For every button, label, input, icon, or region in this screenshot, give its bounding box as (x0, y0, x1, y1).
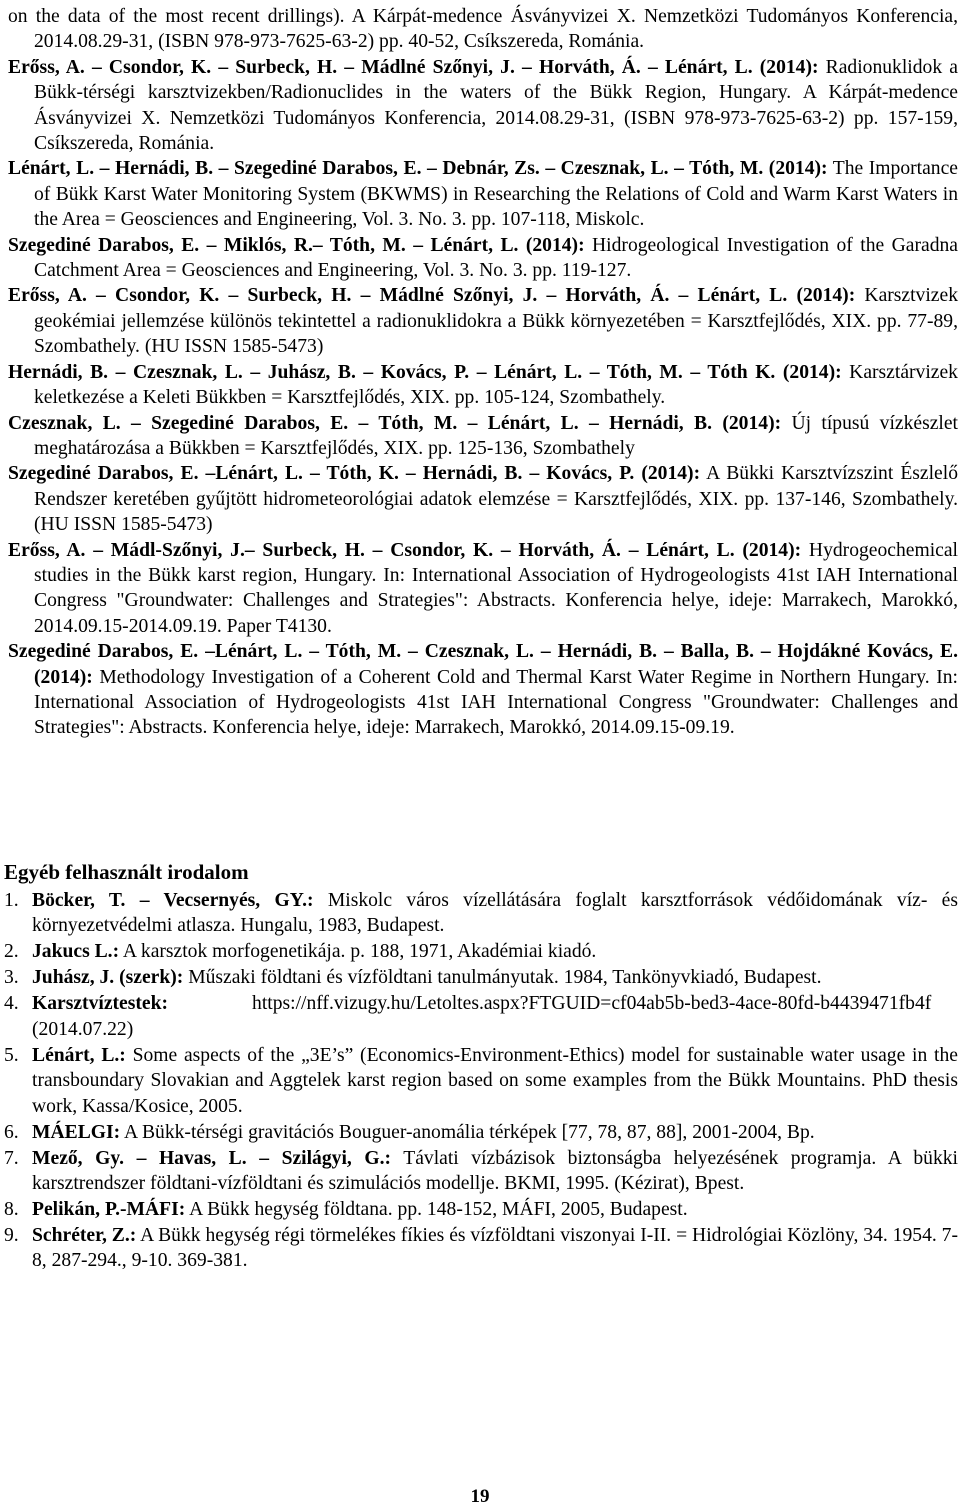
reference-entry (8, 360, 958, 411)
item-details: Miskolc város vízellátására foglalt karsztforrások védőidomának víz- és környezetvédelmi atlasza. Hungalu, 1983, Budapest. (32, 890, 959, 937)
item-authors: Lénárt, L.: (32, 1044, 126, 1066)
list-item (4, 1043, 958, 1119)
reference-details: Karsztvizek geokémiai jellemzése különös tekintettel a radionuklidokra a Bükk környezetében = Karsztfejlődés, XIX. pp. 77-89, Szombathely. (HU ISSN 1585-5473) (34, 285, 958, 358)
reference-authors: Erőss, A. – Csondor, K. – Surbeck, H. – Mádlné Szőnyi, J. – Horváth, Á. – Lénárt, L. (2014): (8, 285, 856, 307)
publication-list (8, 4, 958, 741)
reference-entry (8, 639, 958, 741)
reference-entry (8, 283, 958, 359)
item-url: https://nff.vizugy.hu/Letoltes.aspx?FTGUID=cf04ab5b-bed3-4ace-80fd-b4439471fb4f (2014.07.22) (32, 993, 932, 1040)
item-details: A Bükk hegység régi törmelékes fíkies és vízföldtani viszonyai I-II. = Hidrológiai Közlöny, 34. 1954. 7-8, 287-294., 9-10. 369-381. (32, 1225, 958, 1272)
reference-entry (8, 156, 958, 232)
reference-authors: Erőss, A. – Mádl-Szőnyi, J.– Surbeck, H. – Csondor, K. – Horváth, Á. – Lénárt, L. (2014): (8, 539, 802, 561)
reference-details: on the data of the most recent drillings). A Kárpát-medence Ásványvizei X. Nemzetközi Tudományos Konferencia, 2014.08.29-31, (ISBN 978-973-7625-63-2) pp. 40-52, Csíkszereda, Románia. (8, 6, 958, 53)
item-number: 1. (4, 890, 19, 911)
item-authors: Juhász, J. (szerk): (32, 967, 184, 989)
other-literature-list (4, 888, 958, 1274)
list-item (4, 939, 958, 964)
reference-details: A Bükki Karsztvízszint Észlelő Rendszer keretében gyűjtött hidrometeorológiai adatok elemzése = Karsztfejlődés, XIX. pp. 137-146, Szombathely. (HU ISSN 1585-5473) (34, 463, 958, 536)
list-item (4, 965, 958, 990)
reference-details: Methodology Investigation of a Coherent Cold and Thermal Karst Water Regime in Northern Hungary. In: International Association of Hydrogeologists 41st IAH International Congress "Groundwater: Challenges and Strategies": Abstracts. Konferencia helye, ideje: Marrakech, Marokkó, 2014.09.15-09.19. (34, 666, 958, 739)
reference-authors: Szegediné Darabos, E. – Miklós, R.– Tóth, M. – Lénárt, L. (2014): (8, 234, 585, 256)
item-authors: MÁELGI: (32, 1121, 121, 1143)
reference-authors: Szegediné Darabos, E. –Lénárt, L. – Tóth, M. – Czesznak, L. – Hernádi, B. – Balla, B. – Hojdákné Kovács, E. (2014): (8, 641, 958, 688)
list-item (4, 1223, 958, 1274)
list-item (4, 1146, 958, 1197)
item-details: Távlati vízbázisok biztonságba helyezésének programja. A bükki karsztrendszer földtani-vízföldtani és szimulációs modellje. BKMI, 1995. (Kézirat), Bpest. (32, 1147, 958, 1195)
item-number: 7. (4, 1147, 19, 1169)
list-item (4, 1120, 958, 1145)
reference-details: Karsztárvizek keletkezése a Keleti Bükkben = Karsztfejlődés, XIX. pp. 105-124, Szombathely. (34, 361, 958, 409)
reference-authors: Hernádi, B. – Czesznak, L. – Juhász, B. – Kovács, P. – Lénárt, L. – Tóth, M. – Tóth K. (2014): (8, 361, 842, 383)
reference-details: The Importance of Bükk Karst Water Monitoring System (BKWMS) in Researching the Relations of Cold and Warm Karst Waters in the Area = Geosciences and Engineering, Vol. 3. No. 3. pp. 107-118, Miskolc. (34, 158, 958, 231)
reference-authors: Erőss, A. – Csondor, K. – Surbeck, H. – Mádlné Szőnyi, J. – Horváth, Á. – Lénárt, L. (2014): (8, 56, 819, 78)
item-authors: Böcker, T. – Vecsernyés, GY.: (32, 890, 314, 911)
item-details: A karsztok morfogenetikája. p. 188, 1971, Akadémiai kiadó. (119, 941, 597, 963)
item-authors: Karsztvíztestek: (32, 993, 169, 1015)
reference-details: Radionuklidok a Bükk-térségi karsztvizekben/Radionuclides in the waters of the Bükk Region, Hungary. A Kárpát-medence Ásványvizei X. Nemzetközi Tudományos Konferencia, 2014.08.29-31, (ISBN 978-973-7625-63-2) pp. 157-159, Csíkszereda, Románia. (34, 56, 958, 155)
item-number: 9. (4, 1225, 19, 1247)
item-details: Some aspects of the „3E’s” (Economics-Environment-Ethics) model for sustainable water usage in the transboundary Slovakian and Aggtelek karst region based on some examples from the Bükk Mountains. PhD thesis work, Kassa/Kosice, 2005. (32, 1044, 958, 1117)
item-number: 2. (4, 941, 19, 963)
item-details: A Bükk hegység földtana. pp. 148-152, MÁFI, 2005, Budapest. (185, 1199, 688, 1221)
item-number: 4. (4, 993, 19, 1015)
reference-authors: Czesznak, L. – Szegediné Darabos, E. – Tóth, M. – Lénárt, L. – Hernádi, B. (2014): (8, 412, 782, 434)
list-item (4, 888, 958, 939)
item-authors: Schréter, Z.: (32, 1225, 137, 1247)
reference-entry (8, 538, 958, 640)
item-details: Műszaki földtani és vízföldtani tanulmányutak. 1984, Tankönyvkiadó, Budapest. (183, 967, 822, 989)
reference-authors: Szegediné Darabos, E. –Lénárt, L. – Tóth, K. – Hernádi, B. – Kovács, P. (2014): (8, 463, 701, 485)
reference-entry (8, 55, 958, 157)
reference-details: Új típusú vízkészlet meghatározása a Bükkben = Karsztfejlődés, XIX. pp. 125-136, Szombathely (34, 412, 958, 459)
page-number: 19 (470, 1486, 490, 1507)
item-authors: Pelikán, P.-MÁFI: (32, 1199, 186, 1221)
item-number: 3. (4, 967, 19, 989)
list-item (4, 1197, 958, 1222)
item-number: 5. (4, 1044, 19, 1066)
item-authors: Mező, Gy. – Havas, L. – Szilágyi, G.: (32, 1147, 392, 1169)
list-item (4, 991, 958, 1042)
reference-entry (8, 4, 958, 55)
reference-details: Hidrogeological Investigation of the Garadna Catchment Area = Geosciences and Engineering, Vol. 3. No. 3. pp. 119-127. (34, 234, 958, 282)
item-authors: Jakucs L.: (32, 941, 120, 963)
item-number: 6. (4, 1121, 19, 1143)
reference-details: Hydrogeochemical studies in the Bükk karst region, Hungary. In: International Association of Hydrogeologists 41st IAH International Congress "Groundwater: Challenges and Strategies": Abstracts. Konferencia helye, ideje: Marrakech, Marokkó, 2014.09.15-2014.09.19. Paper T4130. (34, 539, 958, 637)
reference-entry (8, 233, 958, 284)
section-heading: Egyéb felhasznált irodalom (4, 860, 249, 884)
reference-authors: Lénárt, L. – Hernádi, B. – Szegediné Darabos, E. – Debnár, Zs. – Czesznak, L. – Tóth, M. (2014): (8, 158, 828, 180)
item-number: 8. (4, 1199, 19, 1221)
reference-entry (8, 411, 958, 462)
reference-entry (8, 461, 958, 537)
item-details: A Bükk-térségi gravitációs Bouguer-anomália térképek [77, 78, 87, 88], 2001-2004, Bp. (120, 1121, 815, 1143)
